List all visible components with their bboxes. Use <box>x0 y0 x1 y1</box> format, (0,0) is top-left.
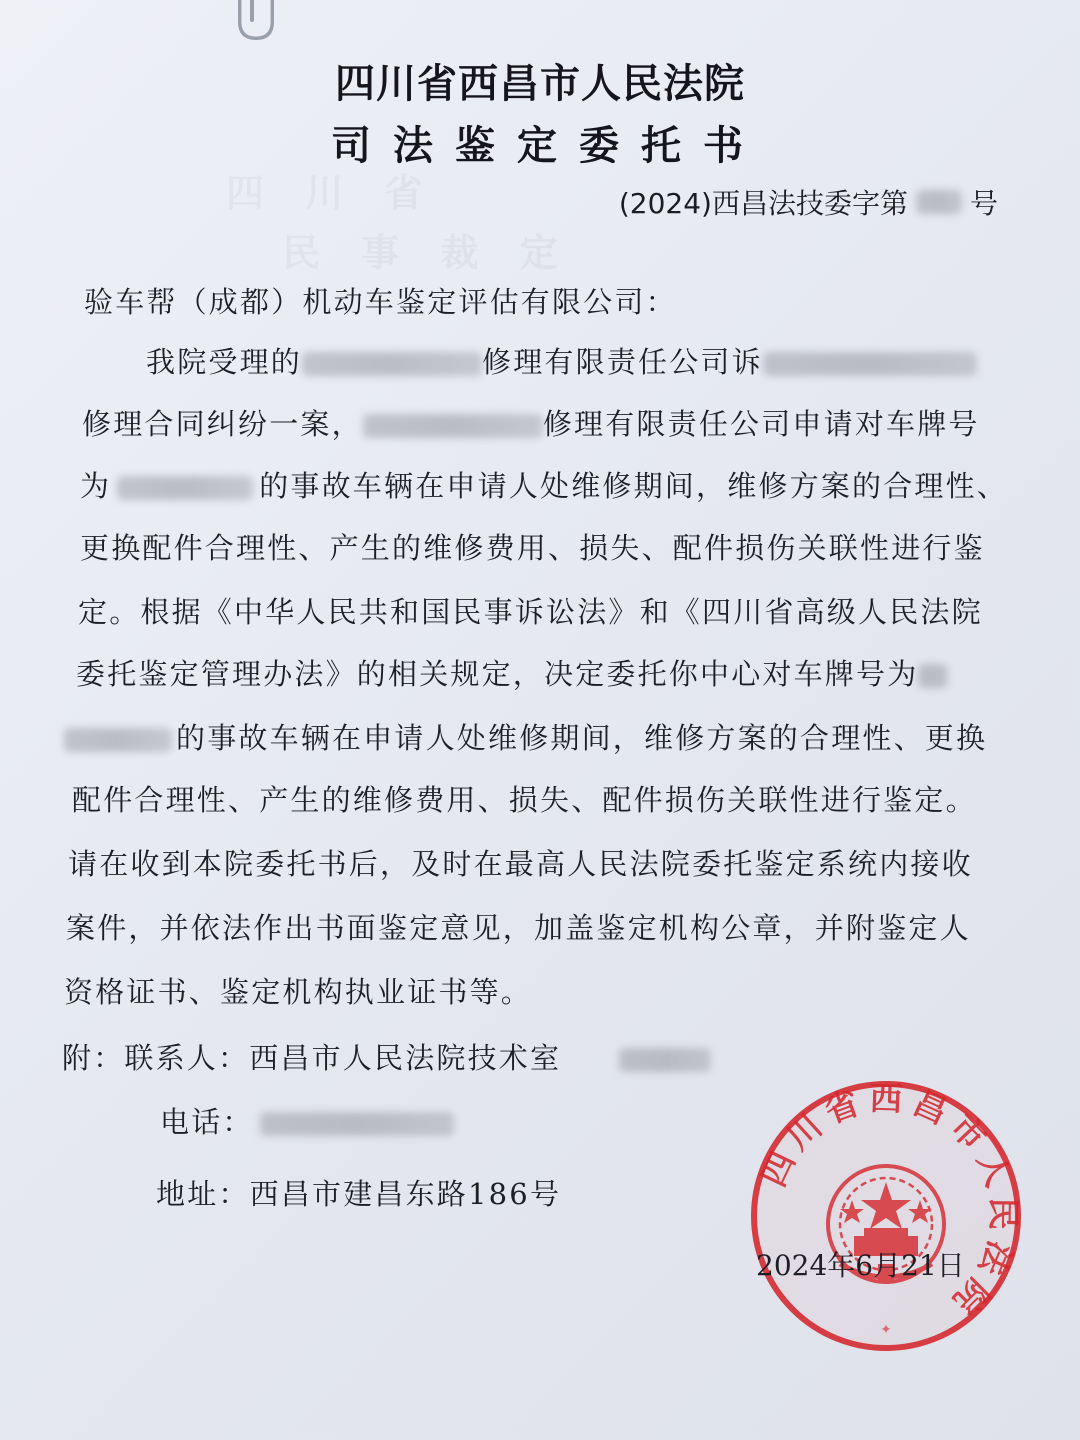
text-segment: 为 <box>80 469 112 503</box>
show-through-text: 民 事 裁 定 <box>282 231 572 275</box>
document-type-title: 司法鉴定委托书 <box>331 123 765 169</box>
contact-line <box>62 1036 711 1077</box>
document-number <box>619 182 998 222</box>
issue-date: 2024年6月21日 <box>756 1249 965 1282</box>
redacted-plate <box>918 664 948 688</box>
body-line-11: 资格证书、鉴定机构执业证书等。 <box>64 975 533 1009</box>
body-line-7 <box>64 716 987 757</box>
text-segment: 的事故车辆在申请人处维修期间，维修方案的合理性、更换 <box>176 721 988 755</box>
contact-label: 附：联系人：西昌市人民法院技术室 <box>62 1041 562 1075</box>
body-line-5: 定。根据《中华人民共和国民事诉讼法》和《四川省高级人民法院 <box>78 595 983 629</box>
text-segment: 修理有限责任公司申请对车牌号 <box>542 407 980 441</box>
text-segment: 我院受理的 <box>146 345 303 379</box>
redacted-phone <box>260 1112 454 1136</box>
body-line-4: 更换配件合理性、产生的维修费用、损失、配件损伤关联性进行鉴 <box>80 531 985 565</box>
text-segment: 委托鉴定管理办法》的相关规定，决定委托你中心对车牌号为 <box>76 657 919 691</box>
text-segment: 的事故车辆在申请人处维修期间，维修方案的合理性、 <box>259 469 1009 503</box>
doc-number-prefix: (2024)西昌法技委字第 <box>618 187 908 220</box>
redacted-party <box>302 352 482 376</box>
body-line-6 <box>76 652 948 693</box>
address-line: 地址：西昌市建昌东路186号 <box>156 1177 562 1211</box>
addressee: 验车帮（成都）机动车鉴定评估有限公司： <box>84 285 677 319</box>
text-segment: 修理合同纠纷一案， <box>82 407 363 441</box>
court-name-title: 四川省西昌市人民法院 <box>335 61 745 107</box>
text-segment: 修理有限责任公司诉 <box>482 345 763 379</box>
body-line-10: 案件，并依法作出书面鉴定意见，加盖鉴定机构公章，并附鉴定人 <box>66 911 971 945</box>
redacted-party <box>363 414 543 438</box>
body-line-9: 请在收到本院委托书后，及时在最高人民法院委托鉴定系统内接收 <box>68 847 973 881</box>
svg-text:✦: ✦ <box>880 1322 892 1338</box>
body-line-8: 配件合理性、产生的维修费用、损失、配件损伤关联性进行鉴定。 <box>72 783 977 817</box>
redacted-plate <box>117 476 253 500</box>
body-line-2 <box>82 402 980 443</box>
doc-number-suffix: 号 <box>969 187 998 220</box>
show-through-text: 四 川 省 <box>226 171 437 215</box>
redacted-plate <box>64 728 172 752</box>
body-line-3 <box>80 464 1008 505</box>
phone-label: 电话： <box>160 1105 254 1139</box>
court-seal <box>748 1078 1024 1354</box>
redacted-contact <box>619 1048 711 1072</box>
body-line-1 <box>146 340 977 381</box>
seal-text: 四川省西昌市人民法院 <box>753 1078 1024 1328</box>
phone-line <box>160 1100 454 1141</box>
redacted-party <box>763 352 977 376</box>
redacted-number <box>916 190 962 214</box>
paperclip-icon <box>226 0 288 46</box>
